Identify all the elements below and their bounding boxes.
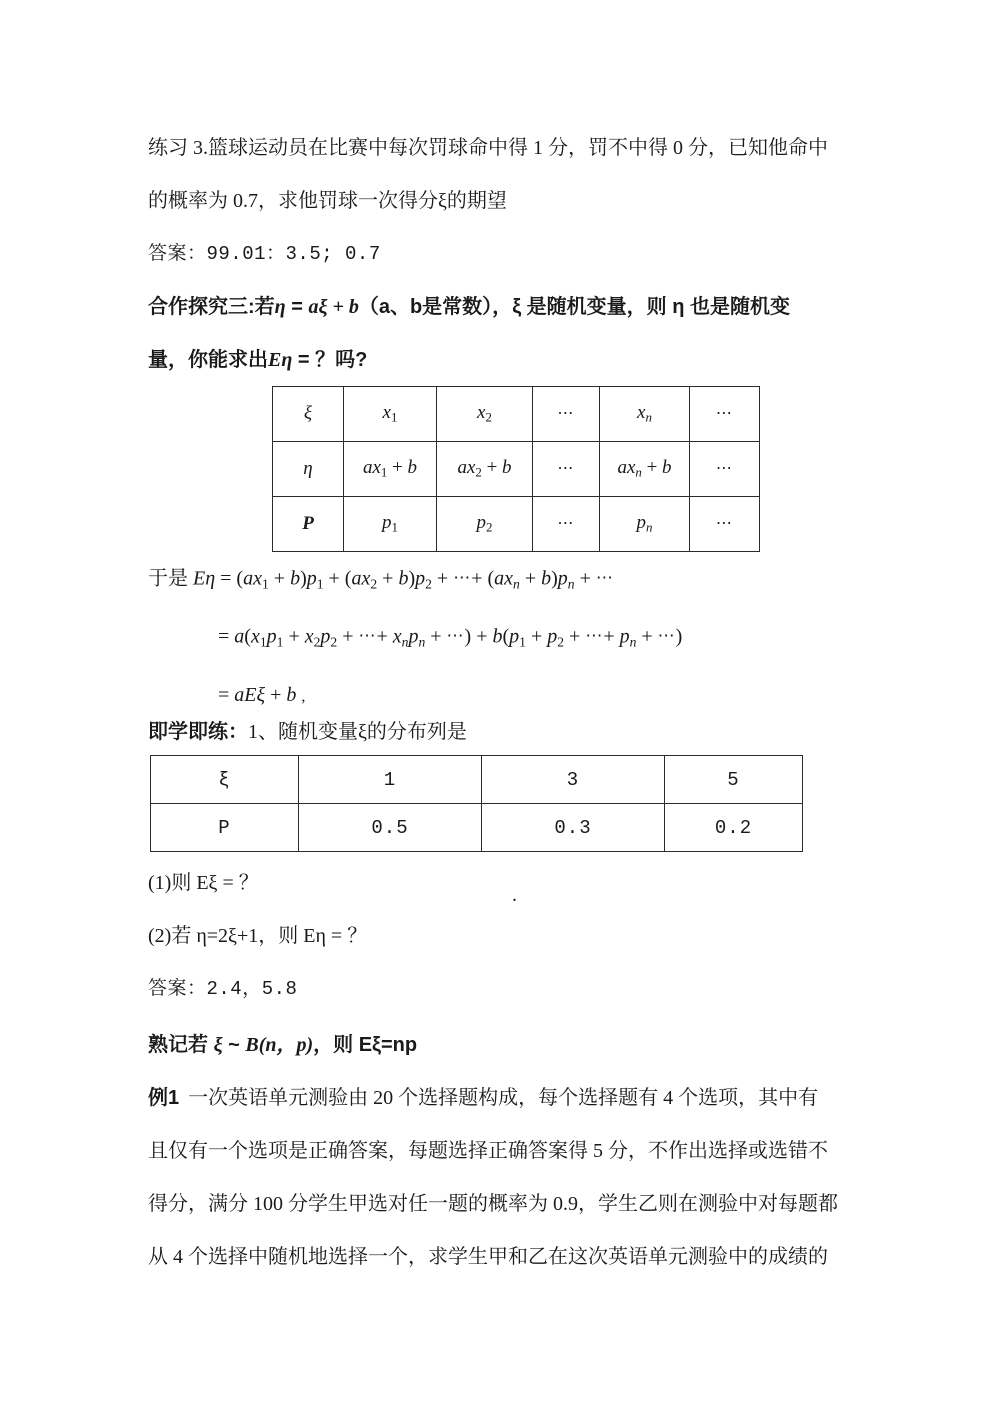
- cell-xi-ellipsis-2: ⋯: [690, 387, 760, 442]
- cell-p-ellipsis-2: ⋯: [690, 497, 760, 552]
- row-label-p: P: [273, 497, 344, 552]
- table-row: [273, 442, 760, 497]
- cell-eta-ellipsis-2: ⋯: [690, 442, 760, 497]
- explore-3-line-2: [148, 334, 860, 387]
- exercise-3-block: [148, 122, 860, 281]
- cell-p-2: $p_2$: [437, 497, 533, 552]
- explore-3-line2-question: ？吗?: [315, 349, 368, 371]
- table-row: [151, 804, 803, 852]
- cell-p-1: $p_1$: [344, 497, 437, 552]
- example-1-line-4: 从 4 个选择中随机地选择一个，求学生甲和乙在这次英语单元测验中的成绩的: [148, 1246, 828, 1268]
- explore-3-line1-rest: 是随机变量，则 η 也是随机变: [521, 296, 790, 318]
- cell-eta-n: $ax_n + b$: [600, 442, 690, 497]
- table-general: [272, 386, 760, 552]
- memorize-rest: ，则 Eξ=np: [313, 1034, 418, 1056]
- distribution-table-general: [272, 386, 760, 552]
- explore-3-heading-block: [148, 281, 860, 387]
- practice-row-label-p: P: [151, 804, 299, 852]
- practice-question-2: (2)若 η=2ξ+1，则 Eη = ？: [148, 925, 368, 947]
- explore-3-prefix: 合作探究三:若: [148, 296, 275, 318]
- practice-xi-value-1: 1: [299, 756, 482, 804]
- practice-question-1: (1)则 Eξ = ？: [148, 872, 259, 894]
- practice-heading: [148, 706, 860, 759]
- memorize-formula-block: [148, 1019, 860, 1072]
- example-1-block: [148, 1072, 860, 1284]
- memorize-prefix: 熟记若: [148, 1034, 214, 1056]
- derivation-block: [148, 552, 860, 723]
- explore-3-line-1: [148, 281, 860, 334]
- memorize-tilde: ~: [222, 1034, 246, 1056]
- practice-answer: 答案：2.4，5.8: [148, 978, 298, 1000]
- explore-3-line2-prefix: 量，你能求出: [148, 349, 268, 371]
- example-1-line-3: 得分，满分 100 分学生甲选对任一题的概率为 0.9，学生乙则在测验中对每题都: [148, 1193, 838, 1215]
- cell-eta-ellipsis-1: ⋯: [533, 442, 600, 497]
- explore-3-line2-equals: =: [292, 349, 316, 371]
- table-row: [273, 387, 760, 442]
- exercise-3-line-2: 的概率为 0.7，求他罚球一次得分ξ的期望: [148, 190, 507, 212]
- example-1-text-1: 一次英语单元测验由 20 个选择题构成，每个选择题有 4 个选项，其中有: [188, 1087, 819, 1109]
- table-practice: [150, 755, 803, 852]
- practice-xi-value-3: 5: [665, 756, 803, 804]
- exercise-3-answer: 答案：99.01：3.5; 0.7: [148, 243, 381, 265]
- practice-heading-rest: 1、随机变量ξ的分布列是: [248, 721, 467, 743]
- practice-questions-block: [148, 857, 860, 1016]
- cell-eta-1: $ax_1 + b$: [344, 442, 437, 497]
- example-1-label: 例1: [148, 1087, 180, 1109]
- row-label-xi: ξ: [273, 387, 344, 442]
- explore-3-xi: ξ: [512, 296, 522, 318]
- explore-3-eta: η: [274, 296, 286, 318]
- derivation-line-1: 于是 $E\eta = (ax_1 + b)p_1 + (ax_2 + b)p_2$ + ⋯+ $(ax_n + b)p_n$ + ⋯: [148, 567, 614, 592]
- table-row: [273, 497, 760, 552]
- table-row: [151, 756, 803, 804]
- derivation-line-2: = $a(x_1p_1 + x_2p_2$ + ⋯+ $x_np_n$ + ⋯) + $b(p_1 + p_2$ + ⋯+ $p_n$ + ⋯): [218, 626, 683, 650]
- derivation-line-3: = aEξ + b ,: [218, 683, 306, 706]
- explore-3-const-note: （a、b是常数），: [358, 296, 513, 318]
- cell-xi-2: $x_2$: [437, 387, 533, 442]
- distribution-table-practice: [150, 755, 803, 852]
- practice-row-label-xi: ξ: [151, 756, 299, 804]
- example-1-line-2: 且仅有一个选项是正确答案，每题选择正确答案得 5 分，不作出选择或选错不: [148, 1140, 828, 1162]
- cell-p-ellipsis-1: ⋯: [533, 497, 600, 552]
- memorize-binomial-args: (n，p): [258, 1034, 314, 1056]
- exercise-3-line-1: 练习 3.篮球运动员在比赛中每次罚球命中得 1 分，罚不中得 0 分，已知他命中: [148, 137, 828, 159]
- practice-heading-bold: 即学即练：: [148, 721, 248, 743]
- practice-p-value-1: 0.5: [299, 804, 482, 852]
- cell-xi-1: $x_1$: [344, 387, 437, 442]
- example-1-line-1: [148, 1072, 860, 1125]
- stray-period-mark: .: [512, 884, 517, 906]
- cell-p-n: $p_n$: [600, 497, 690, 552]
- explore-3-equals: =: [285, 296, 309, 318]
- cell-xi-ellipsis-1: ⋯: [533, 387, 600, 442]
- explore-3-expectation-eta: Eη: [268, 349, 293, 371]
- cell-eta-2: $ax_2 + b$: [437, 442, 533, 497]
- cell-xi-n: $x_n$: [600, 387, 690, 442]
- explore-3-expression: aξ + b: [308, 296, 359, 318]
- memorize-binomial-B: B: [245, 1034, 259, 1056]
- row-label-eta: η: [273, 442, 344, 497]
- practice-p-value-3: 0.2: [665, 804, 803, 852]
- memorize-xi: ξ: [213, 1034, 223, 1056]
- practice-p-value-2: 0.3: [482, 804, 665, 852]
- practice-xi-value-2: 3: [482, 756, 665, 804]
